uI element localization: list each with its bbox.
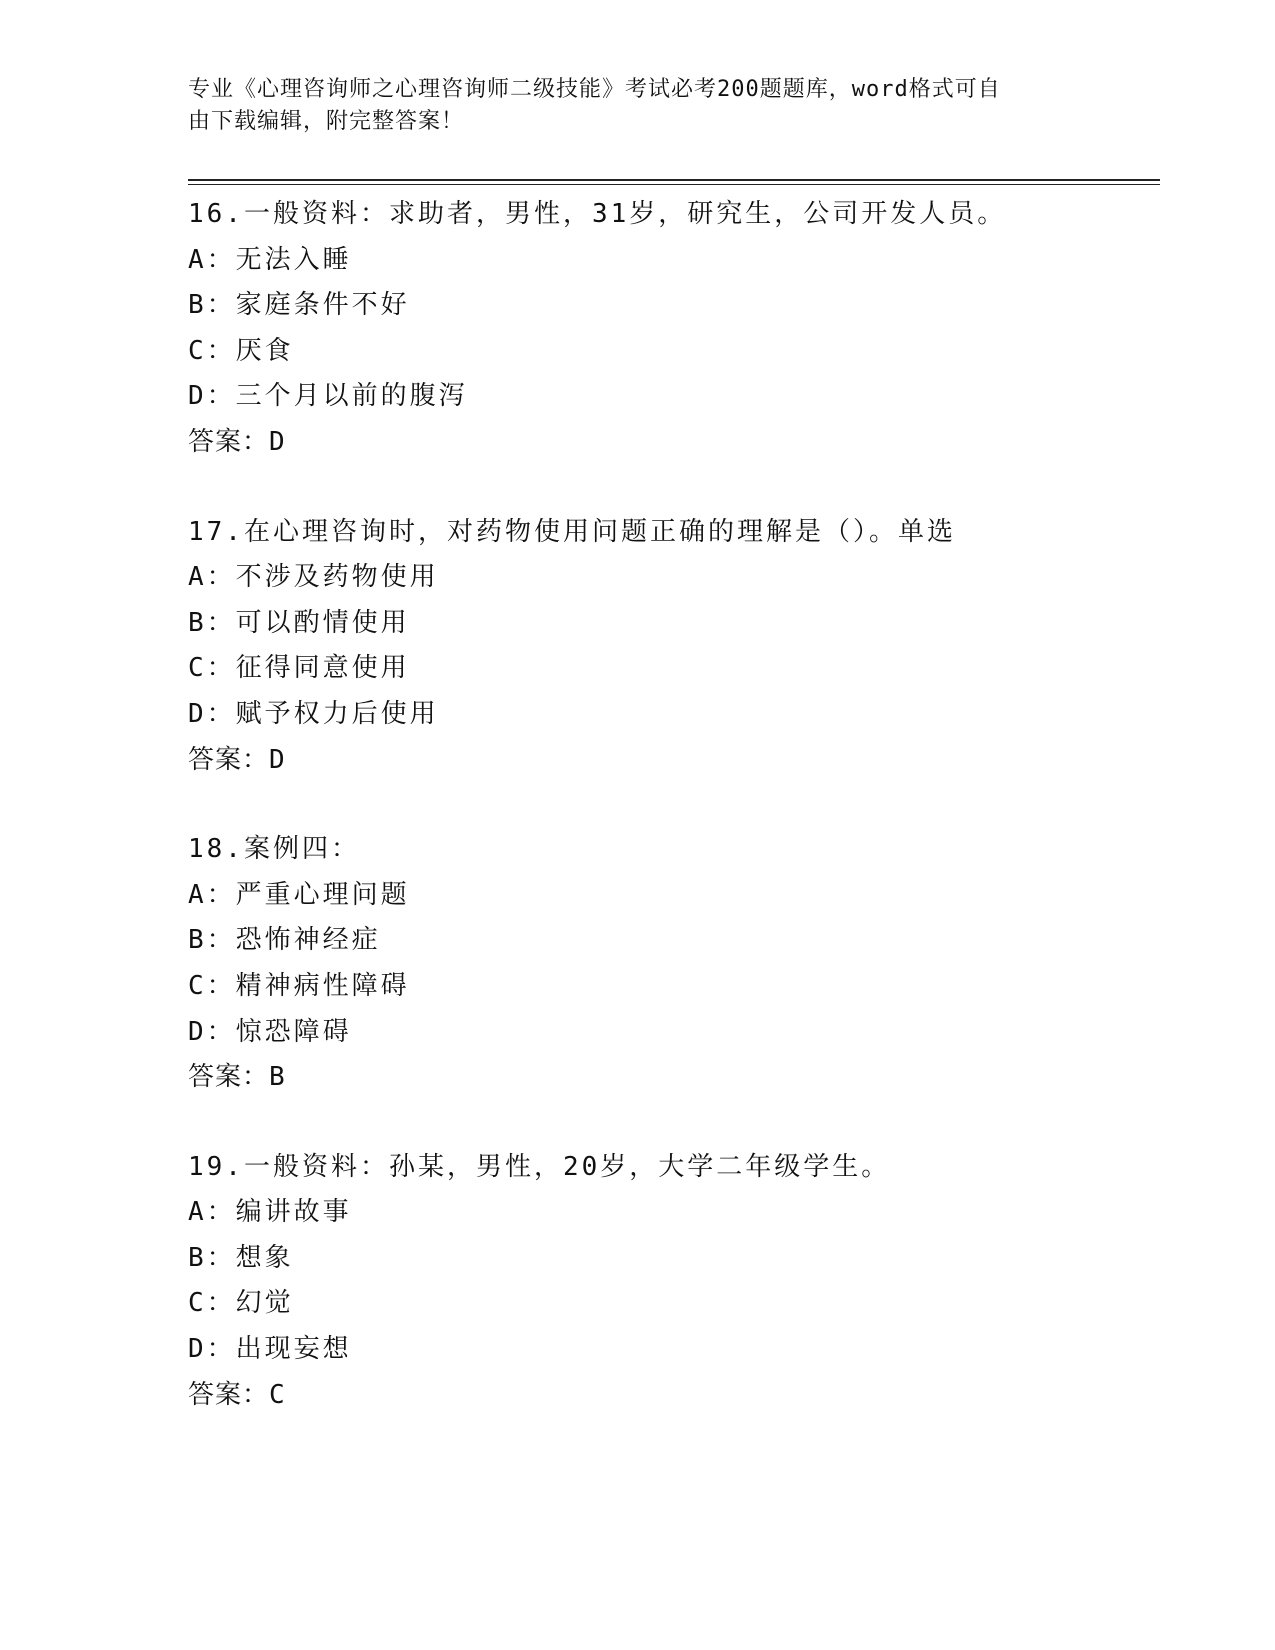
- option-d: D：赋予权力后使用: [188, 698, 439, 729]
- question-stem: 18.案例四：: [188, 834, 360, 865]
- answer-value: D: [269, 426, 285, 457]
- answer-label: 答案：: [188, 744, 270, 775]
- option-b: B：想象: [188, 1242, 294, 1273]
- question-19: [188, 1145, 1160, 1419]
- option-c: C：征得同意使用: [188, 653, 410, 684]
- option-d: D：三个月以前的腹泻: [188, 381, 468, 412]
- header-divider-thin: [188, 184, 1160, 185]
- document-header: [188, 74, 1068, 138]
- question-16: [188, 192, 1160, 466]
- answer-line: [188, 1373, 1160, 1419]
- option-c: C：精神病性障碍: [188, 970, 410, 1001]
- option-d: D：出现妄想: [188, 1334, 352, 1365]
- answer-line: [188, 1055, 1160, 1101]
- answer-value: C: [269, 1379, 285, 1410]
- question-18: [188, 827, 1160, 1101]
- answer-value: D: [269, 744, 285, 775]
- option-a: A：无法入睡: [188, 244, 352, 275]
- answer-value: B: [269, 1062, 285, 1093]
- question-list: [188, 192, 1160, 1462]
- option-a: A：不涉及药物使用: [188, 562, 439, 593]
- header-intro-line-1: 专业《心理咨询师之心理咨询师二级技能》考试必考200题题库，word格式可自: [188, 77, 1001, 102]
- header-divider-thick: [188, 179, 1160, 181]
- option-d: D：惊恐障碍: [188, 1016, 352, 1047]
- option-c: C：幻觉: [188, 1288, 294, 1319]
- answer-label: 答案：: [188, 1379, 270, 1410]
- question-stem: 19.一般资料：孙某，男性，20岁，大学二年级学生。: [188, 1151, 891, 1182]
- answer-line: [188, 738, 1160, 784]
- option-a: A：编讲故事: [188, 1197, 352, 1228]
- option-a: A：严重心理问题: [188, 879, 410, 910]
- question-17: [188, 510, 1160, 784]
- answer-label: 答案：: [188, 426, 270, 457]
- answer-line: [188, 420, 1160, 466]
- header-intro-line-2: 由下载编辑，附完整答案！: [188, 109, 465, 134]
- option-b: B：家庭条件不好: [188, 290, 410, 321]
- question-stem: 16.一般资料：求助者，男性，31岁，研究生，公司开发人员。: [188, 199, 1007, 229]
- answer-label: 答案：: [188, 1062, 270, 1093]
- option-b: B：恐怖神经症: [188, 925, 381, 956]
- option-c: C：厌食: [188, 335, 294, 366]
- option-b: B：可以酌情使用: [188, 607, 410, 638]
- question-stem: 17.在心理咨询时，对药物使用问题正确的理解是（）。单选: [188, 516, 956, 547]
